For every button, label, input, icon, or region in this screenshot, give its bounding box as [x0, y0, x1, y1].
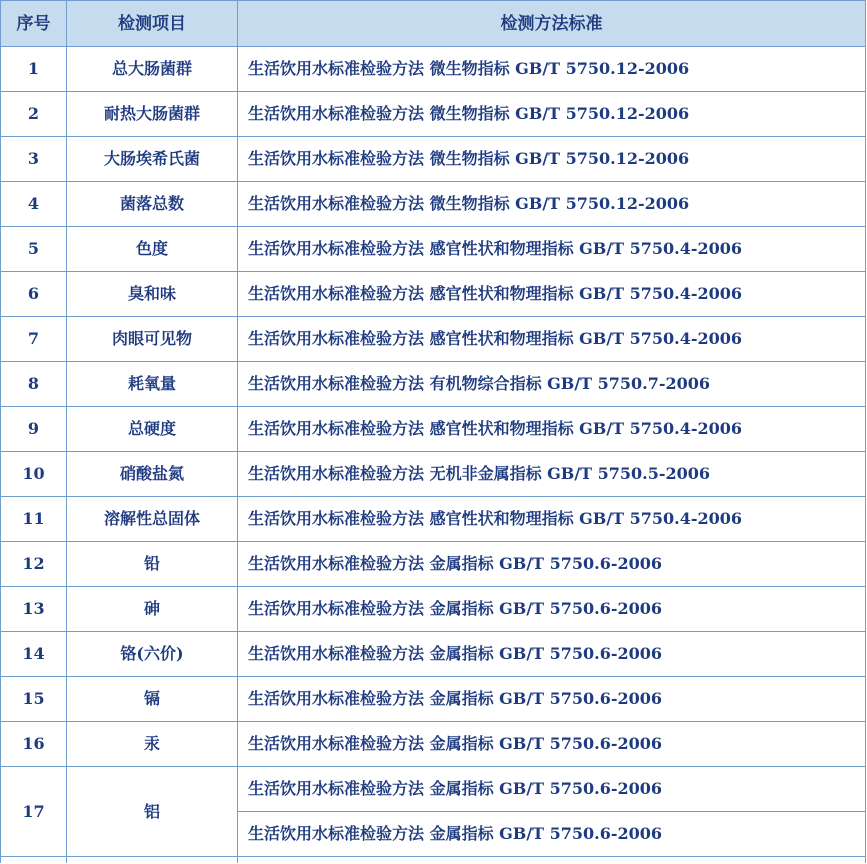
row-seq: 12: [1, 542, 67, 587]
table-row: [1, 542, 866, 587]
row-method: 生活饮用水标准检验方法 微生物指标 GB/T 5750.12-2006: [238, 92, 866, 137]
row-seq: 13: [1, 587, 67, 632]
table-row: [1, 632, 866, 677]
table-row: [1, 722, 866, 767]
row-method: 生活饮用水标准检验方法 金属指标 GB/T 5750.6-2006: [238, 677, 866, 722]
row-method: 生活饮用水标准检验方法 感官性状和物理指标 GB/T 5750.4-2006: [238, 227, 866, 272]
header-item: 检测项目: [67, 1, 238, 47]
row-item: 大肠埃希氏菌: [67, 137, 238, 182]
header-row: [1, 1, 866, 47]
table-header: [1, 1, 866, 47]
row-seq: 9: [1, 407, 67, 452]
row-method: 生活饮用水标准检验方法 金属指标 GB/T 5750.6-2006: [238, 812, 866, 857]
row-item: 铝: [67, 767, 238, 857]
header-seq: 序号: [1, 1, 67, 47]
row-item: 铬(六价): [67, 632, 238, 677]
row-item: 肉眼可见物: [67, 317, 238, 362]
row-method: 生活饮用水标准检验方法 金属指标 GB/T 5750.6-2006: [238, 722, 866, 767]
row-seq: 11: [1, 497, 67, 542]
row-method: 生活饮用水标准检验方法 金属指标 GB/T 5750.6-2006: [238, 632, 866, 677]
table-row: [1, 47, 866, 92]
table-body: [1, 47, 866, 864]
row-method: 生活饮用水标准检验方法 感官性状和物理指标 GB/T 5750.4-2006: [238, 497, 866, 542]
table-row: [1, 272, 866, 317]
row-method: 生活饮用水标准检验方法 感官性状和物理指标 GB/T 5750.4-2006: [238, 407, 866, 452]
row-seq: 16: [1, 722, 67, 767]
table-row: [1, 587, 866, 632]
row-seq: 10: [1, 452, 67, 497]
row-method: 生活饮用水标准检验方法 无机非金属指标 GB/T 5750.5-2006: [238, 452, 866, 497]
row-method: 生活饮用水标准检验方法 金属指标 GB/T 5750.6-2006: [238, 587, 866, 632]
table-row: [1, 452, 866, 497]
row-method: 生活饮用水标准检验方法 有机物综合指标 GB/T 5750.7-2006: [238, 362, 866, 407]
row-seq: 14: [1, 632, 67, 677]
row-seq: 7: [1, 317, 67, 362]
row-item: 砷: [67, 587, 238, 632]
row-seq: 2: [1, 92, 67, 137]
row-item: 汞: [67, 722, 238, 767]
row-seq: 4: [1, 182, 67, 227]
row-item: 色度: [67, 227, 238, 272]
table-row: [1, 182, 866, 227]
table-row: [1, 497, 866, 542]
row-item: 硝酸盐氮: [67, 452, 238, 497]
table-row: [1, 767, 866, 812]
row-item: 耗氧量: [67, 362, 238, 407]
row-item: 总大肠菌群: [67, 47, 238, 92]
header-method: 检测方法标准: [238, 1, 866, 47]
row-item: 铅: [67, 542, 238, 587]
empty-cell: [238, 857, 866, 864]
table-row: [1, 407, 866, 452]
row-item: 菌落总数: [67, 182, 238, 227]
row-seq: 5: [1, 227, 67, 272]
row-seq: 8: [1, 362, 67, 407]
table-row: [1, 137, 866, 182]
row-method: 生活饮用水标准检验方法 金属指标 GB/T 5750.6-2006: [238, 767, 866, 812]
empty-cell: [67, 857, 238, 864]
row-seq: 17: [1, 767, 67, 857]
row-method: 生活饮用水标准检验方法 金属指标 GB/T 5750.6-2006: [238, 542, 866, 587]
row-item: 总硬度: [67, 407, 238, 452]
row-seq: 15: [1, 677, 67, 722]
row-item: 镉: [67, 677, 238, 722]
table-row-partial: [1, 857, 866, 864]
table-row: [1, 227, 866, 272]
table-row: [1, 92, 866, 137]
row-method: 生活饮用水标准检验方法 微生物指标 GB/T 5750.12-2006: [238, 182, 866, 227]
row-method: 生活饮用水标准检验方法 微生物指标 GB/T 5750.12-2006: [238, 137, 866, 182]
row-method: 生活饮用水标准检验方法 感官性状和物理指标 GB/T 5750.4-2006: [238, 317, 866, 362]
table-row: [1, 677, 866, 722]
table-row: [1, 362, 866, 407]
row-method: 生活饮用水标准检验方法 感官性状和物理指标 GB/T 5750.4-2006: [238, 272, 866, 317]
empty-cell: [1, 857, 67, 864]
row-item: 臭和味: [67, 272, 238, 317]
row-seq: 6: [1, 272, 67, 317]
row-method: 生活饮用水标准检验方法 微生物指标 GB/T 5750.12-2006: [238, 47, 866, 92]
row-item: 耐热大肠菌群: [67, 92, 238, 137]
row-seq: 3: [1, 137, 67, 182]
table-row: [1, 317, 866, 362]
row-seq: 1: [1, 47, 67, 92]
row-item: 溶解性总固体: [67, 497, 238, 542]
